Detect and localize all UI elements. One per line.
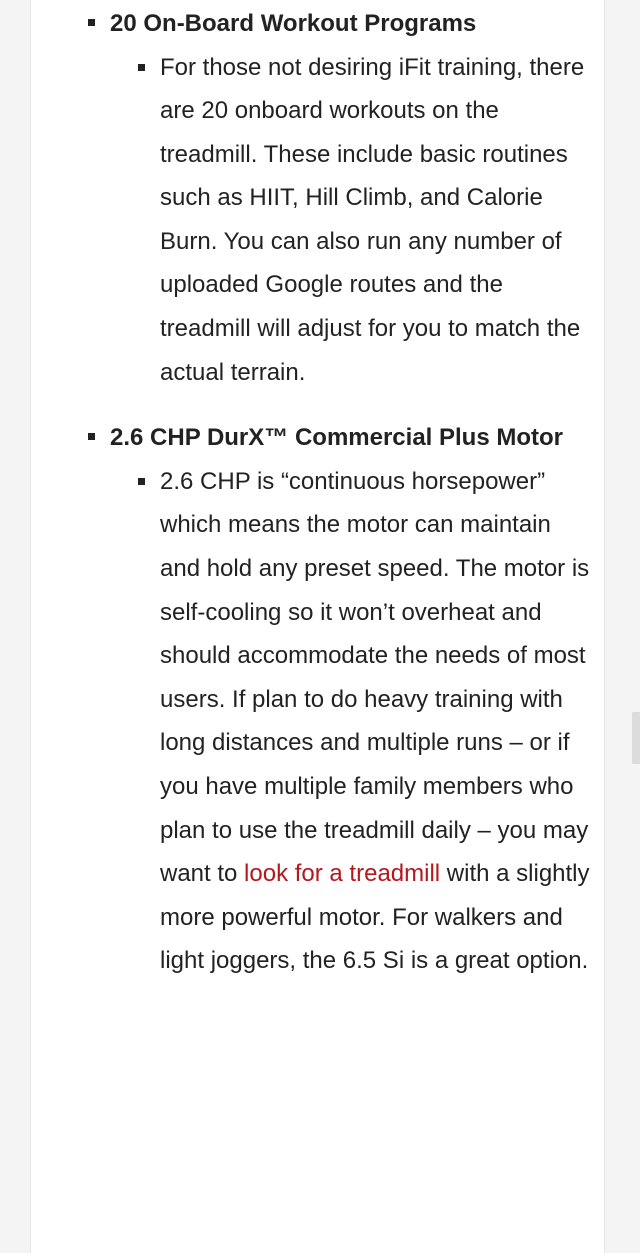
feature-detail-list (138, 460, 588, 983)
square-bullet-icon (88, 19, 95, 26)
feature-detail-text (160, 460, 590, 983)
feature-item-motor (88, 416, 588, 983)
feature-detail-item (138, 460, 588, 983)
feature-detail-list (138, 46, 588, 395)
feature-item-workout-programs (88, 2, 588, 394)
detail-text-before-link: 2.6 CHP is “continuous horsepower” which means the motor can maintain and hold any preset speed. The motor is self-cooling so it won’t overheat and should accommodate the needs of most users. If plan to do heavy training with long distances and multiple runs – or if you have multiple family members who plan to use the treadmill daily – you may want to (160, 467, 590, 888)
scrollbar-thumb[interactable] (632, 712, 640, 764)
feature-heading: 2.6 CHP DurX™ Commercial Plus Motor (110, 424, 563, 452)
detail-text-after-link: with a slightly more powerful motor. For walkers and light joggers, the 6.5 Si is a great option. (160, 860, 590, 975)
treadmill-link[interactable]: look for a treadmill (244, 860, 441, 888)
square-bullet-icon (88, 433, 95, 440)
feature-detail-item (138, 46, 588, 395)
square-bullet-icon (138, 478, 145, 485)
square-bullet-icon (138, 64, 145, 71)
feature-list (88, 2, 588, 983)
feature-heading: 20 On-Board Workout Programs (110, 10, 477, 37)
feature-detail-text: For those not desiring iFit training, there are 20 onboard workouts on the treadmill. These include basic routines such as HIIT, Hill Climb, and Calorie Burn. You can also run any number of uploaded Google routes and the treadmill will adjust for you to match the actual terrain. (160, 53, 585, 386)
